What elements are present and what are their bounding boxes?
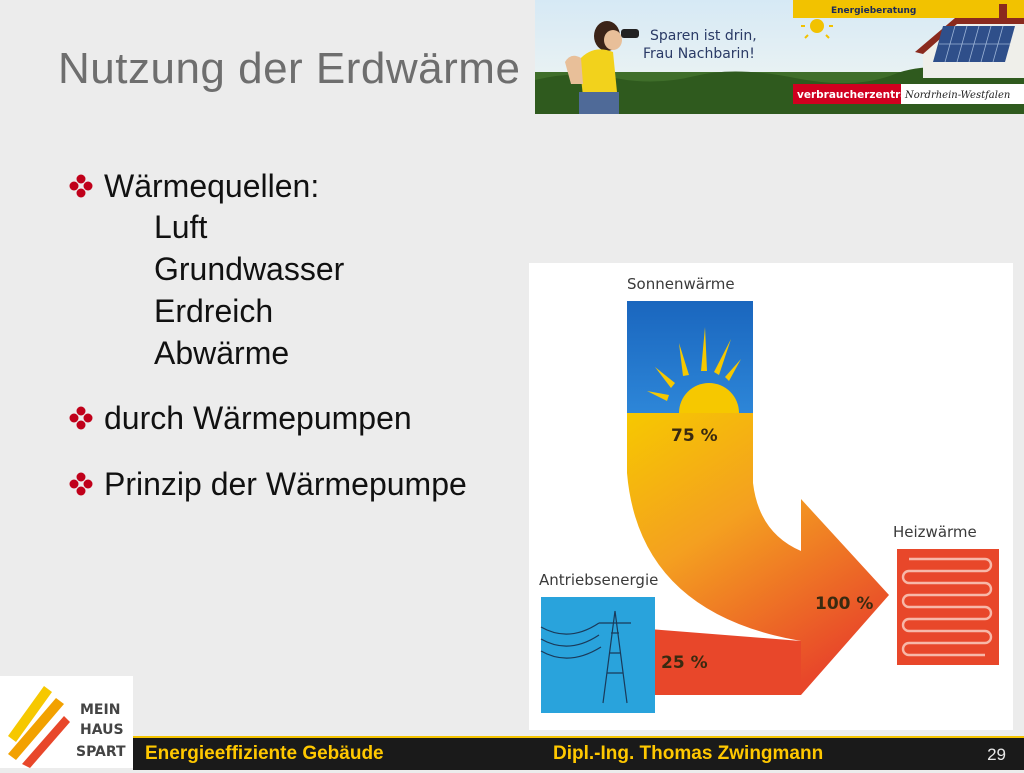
heat-label: Heizwärme [893,523,977,541]
heat-pump-diagram [529,263,1013,730]
bullet-list [68,166,467,504]
sun-percent: 75 % [671,426,718,446]
page-number: 29 [987,745,1006,764]
banner-org: verbraucherzentrale [797,89,919,101]
drive-percent: 25 % [661,653,708,673]
banner-region: Nordrhein-Westfalen [905,90,1011,101]
logo-line1: MEIN [80,702,121,718]
heat-sources-list [154,206,467,374]
footer-author: Dipl.-Ing. Thomas Zwingmann [553,743,824,764]
heat-pumps-text: durch Wärmepumpen [104,400,412,436]
bullet-heat-pumps [68,398,467,438]
bullet-heat-sources [68,166,467,206]
drive-label: Antriebsenergie [539,571,659,589]
logo-line3: SPART [76,744,126,760]
banner-image [535,0,1024,114]
heat-sources-label: Wärmequellen: [104,168,320,204]
diamond-bullet-icon [68,173,94,199]
list-item: Erdreich [154,293,274,329]
bullet-principle [68,464,467,504]
list-item: Grundwasser [154,251,345,287]
footer-topic: Energieeffiziente Gebäude [145,743,384,764]
list-item: Abwärme [154,335,290,371]
mein-haus-spart-logo [0,676,133,768]
logo-stripes-icon [8,686,70,768]
footer-bar [133,736,1024,770]
banner-slogan-line2: Frau Nachbarin! [643,46,755,62]
diamond-bullet-icon [68,405,94,431]
logo-line2: HAUS [80,722,124,738]
list-item: Luft [154,209,208,245]
sun-panel [627,301,753,413]
banner-slogan-line1: Sparen ist drin, [650,28,757,44]
sun-label: Sonnenwärme [627,275,735,293]
banner-tag: Energieberatung [831,6,917,16]
diamond-bullet-icon [68,471,94,497]
drive-energy-panel [541,597,655,713]
heat-percent: 100 % [815,594,874,614]
principle-text: Prinzip der Wärmepumpe [104,466,467,502]
heating-panel [897,549,999,665]
slide-title: Nutzung der Erdwärme [58,44,521,93]
